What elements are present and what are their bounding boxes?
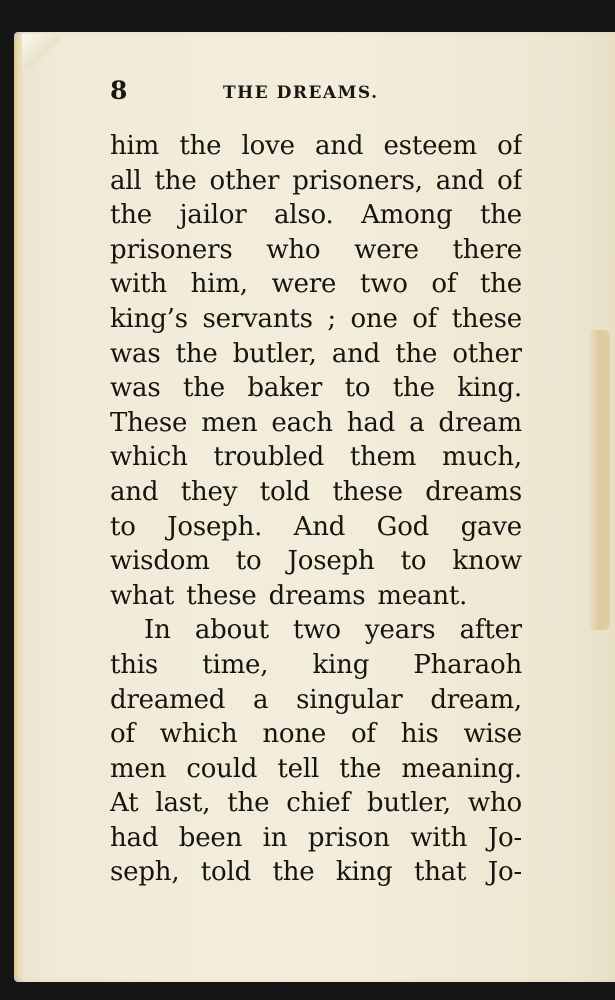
text-line: was the butler, and the other — [110, 338, 522, 369]
text-line: had been in prison with Jo- — [110, 822, 522, 853]
text-line: men could tell the meaning. — [110, 753, 522, 784]
text-line: At last, the chief butler, who — [110, 788, 522, 819]
text-line: seph, told the king that Jo- — [110, 857, 522, 888]
body-text — [110, 129, 522, 890]
text-line: him the love and esteem of — [110, 131, 522, 161]
text-line: prisoners who were there — [110, 234, 522, 265]
text-line: this time, king Pharaoh — [110, 649, 522, 680]
page-number: 8 — [110, 76, 128, 105]
text-line: the jailor also. Among the — [110, 200, 522, 231]
page-header — [110, 76, 520, 110]
page-edge — [14, 40, 22, 975]
text-line: to Joseph. And God gave — [110, 511, 522, 542]
text-line: all the other prisoners, and of — [110, 165, 522, 196]
text-line: which troubled them much, — [110, 442, 522, 473]
text-line: These men each had a dream — [110, 407, 522, 438]
text-line: what these dreams meant. — [110, 580, 468, 611]
text-line: and they told these dreams — [110, 476, 522, 507]
text-line: king’s servants ; one of these — [110, 303, 522, 334]
folded-corner — [22, 34, 60, 68]
text-line: In about two years after — [144, 615, 522, 646]
running-head: THE DREAMS. — [223, 83, 379, 103]
page-stain — [588, 330, 610, 630]
text-line: of which none of his wise — [110, 719, 522, 750]
text-line: was the baker to the king. — [110, 373, 522, 404]
text-line: with him, were two of the — [110, 269, 522, 300]
text-line: dreamed a singular dream, — [110, 684, 522, 715]
text-line: wisdom to Joseph to know — [110, 546, 522, 577]
